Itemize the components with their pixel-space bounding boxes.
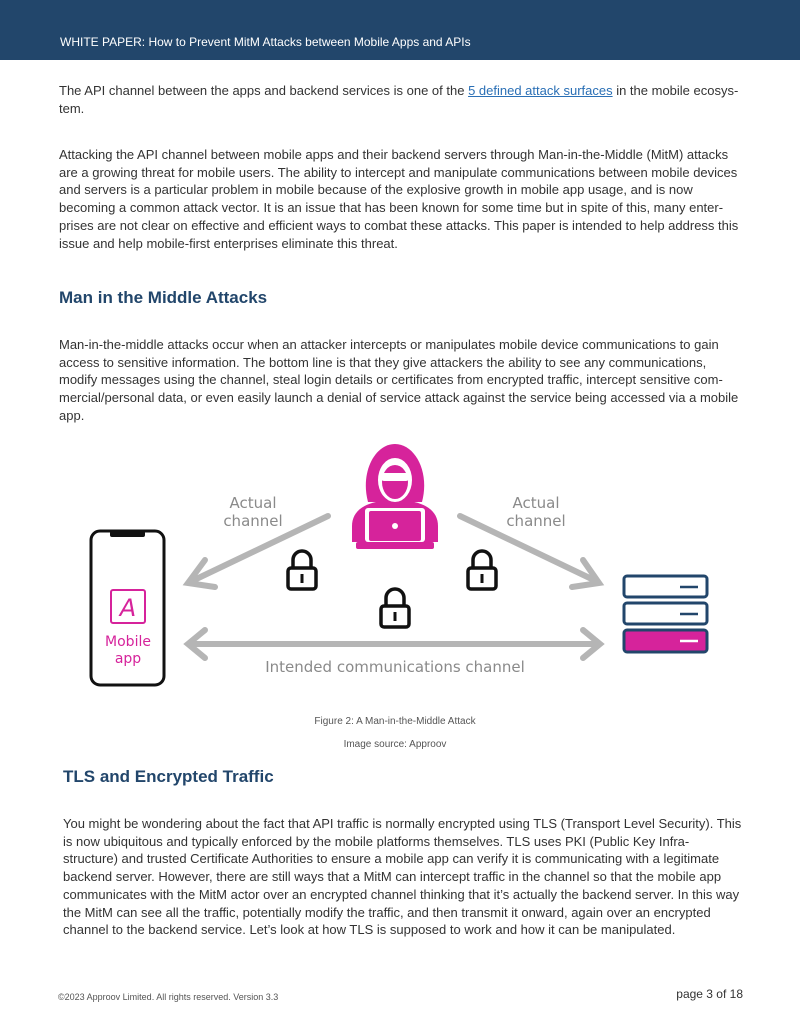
overview-paragraph: Attacking the API channel between mobile apps and their backend servers through Man-in-the-Middle (MitM) attacks are a growing threat for mobile users. The ability to intercept and manipulate communications between mobile devices and servers is a particular problem in mobile because of the explosive growth in mobile app usage, and is now becoming a common attack vector. It is an issue that has been known for some time but in spite of this, many enter-prises are not clear on effective and efficient ways to combat these attacks. This paper is intended to help address this issue and help mobile-first enterprises eliminate this threat. bbox=[59, 147, 739, 251]
lock-icon bbox=[288, 551, 316, 589]
footer-copyright: ©2023 Approov Limited. All rights reserved. Version 3.3 bbox=[58, 992, 279, 1002]
section-heading-tls: TLS and Encrypted Traffic bbox=[63, 767, 274, 786]
right-channel-label-1: Actual bbox=[512, 494, 560, 512]
figure-source: Image source: Approov bbox=[343, 739, 447, 750]
mitm-paragraph: Man-in-the-middle attacks occur when an attacker intercepts or manipulates mobile device communications to gain access to sensitive information. The bottom line is that they give attackers the ability to see any communications, modify messages using the channel, steal login details or certificates from encrypted traffic, intercept sensitive com-mercial/personal data, or even easily launch a denial of service attack against the service being accessed via a mobile app. bbox=[59, 337, 739, 423]
intended-channel-arrow bbox=[188, 630, 600, 658]
intro-paragraph bbox=[59, 82, 739, 117]
figure-caption: Figure 2: A Man-in-the-Middle Attack bbox=[314, 716, 476, 727]
intended-channel-label: Intended communications channel bbox=[265, 658, 525, 676]
header-title: WHITE PAPER: How to Prevent MitM Attacks between Mobile Apps and APIs bbox=[60, 35, 471, 49]
intro-text: The API channel between the apps and backend services is one of the bbox=[59, 83, 469, 98]
phone-label-1: Mobile bbox=[105, 634, 151, 650]
phone-icon bbox=[91, 531, 164, 685]
attack-surfaces-link[interactable]: 5 defined attack surfaces bbox=[468, 83, 613, 98]
tls-paragraph: You might be wondering about the fact that API traffic is normally encrypted using TLS (Transport Level Security). This is now ubiquitous and typically enforced by the mobile platforms themselves. TLS uses PKI (Public Key Infra-structure) and trusted Certificate Authorities to ensure a mobile app can verify it is communicating with a legitimate backend server. However, there are still ways that a MitM can intercept traffic in the channel so that the mobile app communicates with the MitM actor over an encrypted channel thinking that it’s actually the backend server. In this way the MitM can see all the traffic, potentially modify the traffic, and then transmit it onward, again over an encrypted channel to the backend service. Let’s look at how TLS is supposed to work and how it can be manipulated. bbox=[63, 816, 742, 938]
app-logo: A bbox=[119, 594, 137, 622]
right-channel-label-2: channel bbox=[506, 512, 566, 530]
left-channel-label-2: channel bbox=[223, 512, 283, 530]
phone-label-2: app bbox=[114, 651, 142, 667]
page-number: page 3 of 18 bbox=[676, 987, 743, 1001]
hacker-icon bbox=[352, 444, 438, 549]
intro-text-end: in the mobile ecosys-tem. bbox=[59, 83, 739, 116]
lock-icon bbox=[468, 551, 496, 589]
page-header bbox=[0, 0, 800, 60]
left-channel-label-1: Actual bbox=[229, 494, 277, 512]
server-icon bbox=[624, 576, 707, 652]
mitm-diagram bbox=[0, 430, 800, 705]
section-heading-mitm: Man in the Middle Attacks bbox=[59, 288, 268, 307]
lock-icon bbox=[381, 589, 409, 627]
